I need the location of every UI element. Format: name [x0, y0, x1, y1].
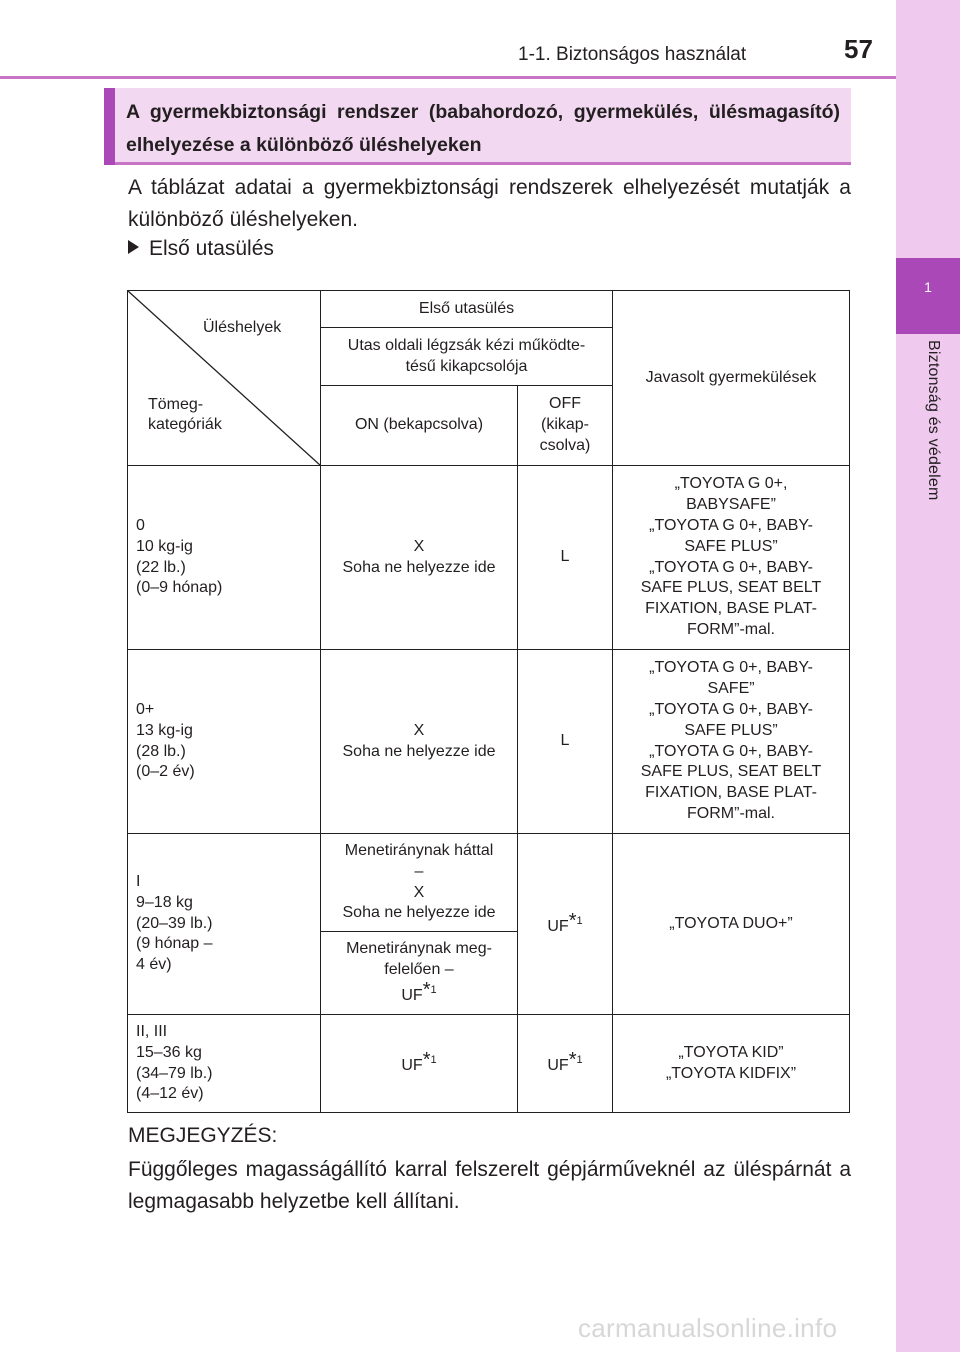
- chapter-sidebar: [896, 0, 960, 1352]
- note-text: Függőleges magasságállító karral felszerelt gépjárműveknél az üléspárnát a legmagasabb helyzetbe kell állítani.: [128, 1158, 851, 1213]
- forward-facing-text: Menetiránynak meg- felelően – UF: [346, 939, 492, 1005]
- recommended-cell: „TOYOTA G 0+, BABY- SAFE” „TOYOTA G 0+, BABY- SAFE PLUS” „TOYOTA G 0+, BABY- SAFE PLUS, SEAT BELT FIXATION, BASE PLAT- FORM”-mal.: [613, 650, 850, 834]
- recommended-cell: „TOYOTA G 0+, BABYSAFE” „TOYOTA G 0+, BABY- SAFE PLUS” „TOYOTA G 0+, BABY- SAFE PLUS, SEAT BELT FIXATION, BASE PLAT- FORM”-mal.: [613, 466, 850, 650]
- off-cell: L: [518, 466, 613, 650]
- weight-categories-label: Tömeg- kategóriák: [148, 396, 222, 433]
- triangle-bullet-icon: [128, 240, 139, 254]
- subheading: [128, 237, 274, 261]
- weight-cell: II, III 15–36 kg (34–79 lb.) (4–12 év): [128, 1015, 321, 1113]
- on-cell: X Soha ne helyezze ide: [321, 650, 518, 834]
- off-header: OFF (kikap- csolva): [518, 386, 613, 466]
- running-header: 1-1. Biztonságos használat: [518, 44, 747, 65]
- table-row: [128, 466, 850, 650]
- off-cell: [518, 1015, 613, 1113]
- recommended-cell: „TOYOTA KID” „TOYOTA KIDFIX”: [613, 1015, 850, 1113]
- recommended-cell: „TOYOTA DUO+”: [613, 834, 850, 1015]
- child-seat-table: [127, 290, 850, 1113]
- forward-facing-cell: [321, 932, 518, 1015]
- asterisk-icon: *: [422, 1049, 431, 1072]
- weight-cell: I 9–18 kg (20–39 lb.) (9 hónap – 4 év): [128, 834, 321, 1015]
- on-header: ON (bekapcsolva): [321, 386, 518, 466]
- weight-cell: 0+ 13 kg-ig (28 lb.) (0–2 év): [128, 650, 321, 834]
- header-divider: [0, 76, 896, 79]
- off-cell: L: [518, 650, 613, 834]
- table-row: [128, 650, 850, 834]
- footnote-mark: 1: [576, 1054, 583, 1067]
- off-value: UF: [547, 1057, 569, 1075]
- corner-header-cell: [128, 291, 321, 466]
- table-row: [128, 1015, 850, 1113]
- seat-header: Első utasülés: [321, 291, 613, 328]
- watermark: carmanualsonline.info: [578, 1313, 838, 1343]
- off-cell: [518, 834, 613, 1015]
- intro-paragraph: A táblázat adatai a gyermekbiztonsági rendszerek elhelyezését mutatják a különböző üléshelyeken.: [128, 176, 851, 231]
- page-number: 57: [844, 34, 873, 64]
- table-row: [128, 834, 850, 932]
- asterisk-icon: *: [568, 909, 577, 932]
- note-heading: MEGJEGYZÉS:: [128, 1124, 278, 1147]
- seat-positions-label: Üléshelyek: [203, 319, 282, 336]
- footnote-mark: 1: [576, 914, 583, 927]
- airbag-switch-header: Utas oldali légzsák kézi működte- tésű kikapcsolója: [321, 328, 613, 386]
- weight-cell: 0 10 kg-ig (22 lb.) (0–9 hónap): [128, 466, 321, 650]
- chapter-label: Biztonság és védelem: [925, 340, 942, 501]
- chapter-tab[interactable]: 1: [896, 258, 960, 334]
- subheading-text: Első utasülés: [149, 237, 274, 260]
- section-title: A gyermekbiztonsági rendszer (babahordozó, gyermekülés, ülésmagasító) elhelyezése a különböző üléshelyeken: [126, 101, 840, 156]
- footnote-mark: 1: [430, 984, 437, 997]
- asterisk-icon: *: [422, 979, 431, 1002]
- off-value: UF: [547, 917, 569, 935]
- on-cell: X Soha ne helyezze ide: [321, 466, 518, 650]
- section-heading-accent: [104, 88, 115, 165]
- asterisk-icon: *: [568, 1049, 577, 1072]
- on-value: UF: [401, 1057, 423, 1075]
- rear-facing-cell: Menetiránynak háttal – X Soha ne helyezze ide: [321, 834, 518, 932]
- on-cell: [321, 1015, 518, 1113]
- footnote-mark: 1: [430, 1054, 437, 1067]
- recommended-header: Javasolt gyermekülések: [613, 291, 850, 466]
